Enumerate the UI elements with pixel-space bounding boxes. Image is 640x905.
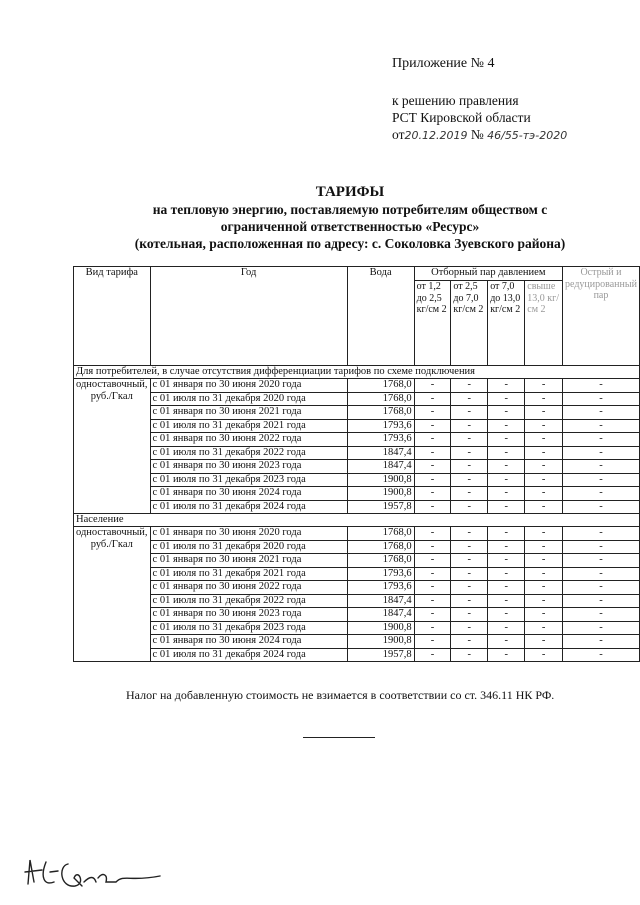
- steam-value: -: [414, 554, 451, 568]
- steam-value: -: [488, 460, 525, 474]
- steam-value: -: [488, 527, 525, 541]
- steam-value: -: [562, 419, 639, 433]
- steam-value: -: [525, 554, 563, 568]
- steam-value: -: [525, 406, 563, 420]
- steam-value: -: [525, 392, 563, 406]
- steam-value: -: [451, 433, 488, 447]
- tariff-type: одноставочный, руб./Гкал: [74, 527, 151, 662]
- steam-value: -: [414, 567, 451, 581]
- steam-value: -: [562, 554, 639, 568]
- steam-value: -: [451, 379, 488, 393]
- steam-value: -: [562, 406, 639, 420]
- water-value: 1793,6: [347, 433, 414, 447]
- decision-number: 46/55-тэ-2020: [487, 129, 568, 142]
- steam-value: -: [488, 648, 525, 662]
- table-row: [74, 406, 640, 420]
- steam-value: -: [451, 392, 488, 406]
- appendix-label: Приложение № 4: [392, 56, 495, 71]
- water-value: 1847,4: [347, 594, 414, 608]
- header-steam-col-1: от 1,2 до 2,5 кг/см 2: [414, 281, 451, 366]
- steam-value: -: [414, 460, 451, 474]
- steam-value: -: [525, 621, 563, 635]
- steam-value: -: [525, 608, 563, 622]
- steam-value: -: [451, 554, 488, 568]
- water-value: 1768,0: [347, 392, 414, 406]
- header-row: [74, 267, 640, 281]
- water-value: 1793,6: [347, 581, 414, 595]
- water-value: 1847,4: [347, 460, 414, 474]
- steam-value: -: [562, 608, 639, 622]
- table-row: [74, 594, 640, 608]
- section-row: [74, 366, 640, 379]
- period-cell: с 01 января по 30 июня 2024 года: [150, 487, 347, 501]
- steam-value: -: [414, 392, 451, 406]
- period-cell: с 01 января по 30 июня 2020 года: [150, 379, 347, 393]
- period-cell: с 01 июля по 31 декабря 2023 года: [150, 621, 347, 635]
- decision-date: 20.12.2019: [404, 129, 468, 142]
- steam-value: -: [562, 594, 639, 608]
- steam-value: -: [414, 594, 451, 608]
- steam-value: -: [488, 567, 525, 581]
- water-value: 1900,8: [347, 635, 414, 649]
- table-row: [74, 419, 640, 433]
- water-value: 1793,6: [347, 567, 414, 581]
- steam-value: -: [414, 419, 451, 433]
- header-type: Вид тарифа: [74, 267, 151, 366]
- period-cell: с 01 июля по 31 декабря 2022 года: [150, 594, 347, 608]
- header-steam-col-2: от 2,5 до 7,0 кг/см 2: [451, 281, 488, 366]
- steam-value: -: [414, 406, 451, 420]
- title-line-2: на тепловую энергию, поставляемую потребителям обществом с: [152, 202, 548, 217]
- table-row: [74, 392, 640, 406]
- steam-value: -: [525, 433, 563, 447]
- steam-value: -: [562, 500, 639, 514]
- steam-value: -: [451, 460, 488, 474]
- steam-value: -: [525, 473, 563, 487]
- steam-value: -: [488, 554, 525, 568]
- steam-value: -: [451, 608, 488, 622]
- period-cell: с 01 января по 30 июня 2024 года: [150, 635, 347, 649]
- water-value: 1793,6: [347, 419, 414, 433]
- section-title: Для потребителей, в случае отсутствия дифференциации тарифов по схеме подключения: [74, 366, 640, 379]
- water-value: 1768,0: [347, 554, 414, 568]
- water-value: 1768,0: [347, 540, 414, 554]
- steam-value: -: [451, 500, 488, 514]
- steam-value: -: [562, 433, 639, 447]
- water-value: 1847,4: [347, 446, 414, 460]
- steam-value: -: [451, 487, 488, 501]
- title-line-4: (котельная, расположенная по адресу: с. Соколовка Зуевского района): [134, 236, 566, 251]
- steam-value: -: [488, 500, 525, 514]
- title-line-3: ограниченной ответственностью «Ресурс»: [220, 219, 480, 234]
- steam-value: -: [488, 392, 525, 406]
- period-cell: с 01 января по 30 июня 2022 года: [150, 581, 347, 595]
- decision-date-number: [392, 126, 567, 144]
- table-row: [74, 527, 640, 541]
- steam-value: -: [414, 487, 451, 501]
- steam-value: -: [562, 581, 639, 595]
- steam-value: -: [525, 419, 563, 433]
- steam-value: -: [414, 608, 451, 622]
- steam-value: -: [562, 446, 639, 460]
- steam-value: -: [414, 446, 451, 460]
- water-value: 1768,0: [347, 527, 414, 541]
- table-row: [74, 608, 640, 622]
- steam-value: -: [451, 419, 488, 433]
- title-line-1: ТАРИФЫ: [315, 184, 385, 200]
- table-row: [74, 567, 640, 581]
- from-prefix: от: [392, 127, 405, 142]
- steam-value: -: [488, 594, 525, 608]
- table-row: [74, 446, 640, 460]
- steam-value: -: [562, 540, 639, 554]
- steam-value: -: [488, 540, 525, 554]
- water-value: 1768,0: [347, 379, 414, 393]
- period-cell: с 01 июля по 31 декабря 2024 года: [150, 648, 347, 662]
- water-value: 1957,8: [347, 500, 414, 514]
- steam-value: -: [525, 540, 563, 554]
- table-row: [74, 540, 640, 554]
- period-cell: с 01 июля по 31 декабря 2020 года: [150, 540, 347, 554]
- steam-value: -: [488, 473, 525, 487]
- steam-value: -: [525, 527, 563, 541]
- steam-value: -: [488, 581, 525, 595]
- period-cell: с 01 июля по 31 декабря 2020 года: [150, 392, 347, 406]
- steam-value: -: [451, 473, 488, 487]
- decision-line-2: РСТ Кировской области: [392, 110, 531, 125]
- steam-value: -: [451, 648, 488, 662]
- signature-mark: [20, 852, 170, 897]
- period-cell: с 01 июля по 31 декабря 2023 года: [150, 473, 347, 487]
- period-cell: с 01 июля по 31 декабря 2021 года: [150, 567, 347, 581]
- steam-value: -: [451, 594, 488, 608]
- section-title: Население: [74, 514, 640, 527]
- header-steam-col-3: от 7,0 до 13,0 кг/см 2: [488, 281, 525, 366]
- table-row: [74, 500, 640, 514]
- steam-value: -: [488, 487, 525, 501]
- steam-value: -: [488, 379, 525, 393]
- steam-value: -: [414, 581, 451, 595]
- header-sharp-steam: Острый и редуцированный пар: [562, 267, 639, 366]
- steam-value: -: [451, 446, 488, 460]
- vat-note: Налог на добавленную стоимость не взимается в соответствии со ст. 346.11 НК РФ.: [126, 688, 555, 702]
- steam-value: -: [414, 621, 451, 635]
- table-row: [74, 460, 640, 474]
- water-value: 1847,4: [347, 608, 414, 622]
- steam-value: -: [562, 460, 639, 474]
- steam-value: -: [414, 379, 451, 393]
- steam-value: -: [414, 433, 451, 447]
- table-row: [74, 433, 640, 447]
- steam-value: -: [488, 635, 525, 649]
- table-row: [74, 379, 640, 393]
- table-row: [74, 473, 640, 487]
- steam-value: -: [525, 581, 563, 595]
- steam-value: -: [488, 621, 525, 635]
- steam-value: -: [451, 581, 488, 595]
- steam-value: -: [488, 608, 525, 622]
- steam-value: -: [451, 527, 488, 541]
- steam-value: -: [488, 446, 525, 460]
- table-row: [74, 635, 640, 649]
- period-cell: с 01 января по 30 июня 2023 года: [150, 608, 347, 622]
- steam-value: -: [525, 594, 563, 608]
- document-title: [60, 184, 640, 252]
- steam-value: -: [488, 406, 525, 420]
- steam-value: -: [562, 621, 639, 635]
- steam-value: -: [525, 500, 563, 514]
- period-cell: с 01 января по 30 июня 2023 года: [150, 460, 347, 474]
- steam-value: -: [525, 648, 563, 662]
- steam-value: -: [562, 567, 639, 581]
- steam-value: -: [562, 648, 639, 662]
- decision-line-1: к решению правления: [392, 93, 519, 108]
- decision-reference: [392, 92, 567, 144]
- steam-value: -: [451, 635, 488, 649]
- period-cell: с 01 января по 30 июня 2022 года: [150, 433, 347, 447]
- steam-value: -: [525, 460, 563, 474]
- steam-value: -: [414, 527, 451, 541]
- table-row: [74, 581, 640, 595]
- table-row: [74, 554, 640, 568]
- period-cell: с 01 июля по 31 декабря 2022 года: [150, 446, 347, 460]
- steam-value: -: [525, 567, 563, 581]
- period-cell: с 01 января по 30 июня 2020 года: [150, 527, 347, 541]
- steam-value: -: [451, 621, 488, 635]
- water-value: 1768,0: [347, 406, 414, 420]
- steam-value: -: [562, 487, 639, 501]
- steam-value: -: [525, 379, 563, 393]
- header-steam-col-4: свыше 13,0 кг/см 2: [525, 281, 563, 366]
- steam-value: -: [562, 392, 639, 406]
- period-cell: с 01 января по 30 июня 2021 года: [150, 554, 347, 568]
- table-row: [74, 648, 640, 662]
- water-value: 1900,8: [347, 621, 414, 635]
- steam-value: -: [414, 500, 451, 514]
- period-cell: с 01 января по 30 июня 2021 года: [150, 406, 347, 420]
- section-row: [74, 514, 640, 527]
- tariffs-table: [73, 266, 640, 662]
- steam-value: -: [562, 635, 639, 649]
- water-value: 1900,8: [347, 473, 414, 487]
- table-row: [74, 487, 640, 501]
- table-row: [74, 621, 640, 635]
- steam-value: -: [451, 540, 488, 554]
- header-steam: Отборный пар давлением: [414, 267, 562, 281]
- steam-value: -: [525, 487, 563, 501]
- steam-value: -: [562, 527, 639, 541]
- steam-value: -: [525, 446, 563, 460]
- steam-value: -: [488, 419, 525, 433]
- steam-value: -: [414, 540, 451, 554]
- steam-value: -: [451, 567, 488, 581]
- steam-value: -: [451, 406, 488, 420]
- steam-value: -: [414, 635, 451, 649]
- period-cell: с 01 июля по 31 декабря 2024 года: [150, 500, 347, 514]
- tariff-type: одноставочный, руб./Гкал: [74, 379, 151, 514]
- steam-value: -: [525, 635, 563, 649]
- period-cell: с 01 июля по 31 декабря 2021 года: [150, 419, 347, 433]
- number-prefix: №: [470, 127, 484, 142]
- steam-value: -: [562, 473, 639, 487]
- steam-value: -: [414, 648, 451, 662]
- steam-value: -: [414, 473, 451, 487]
- header-water: Вода: [347, 267, 414, 366]
- water-value: 1957,8: [347, 648, 414, 662]
- steam-value: -: [488, 433, 525, 447]
- divider-rule: [303, 737, 375, 738]
- steam-value: -: [562, 379, 639, 393]
- header-year: Год: [150, 267, 347, 366]
- water-value: 1900,8: [347, 487, 414, 501]
